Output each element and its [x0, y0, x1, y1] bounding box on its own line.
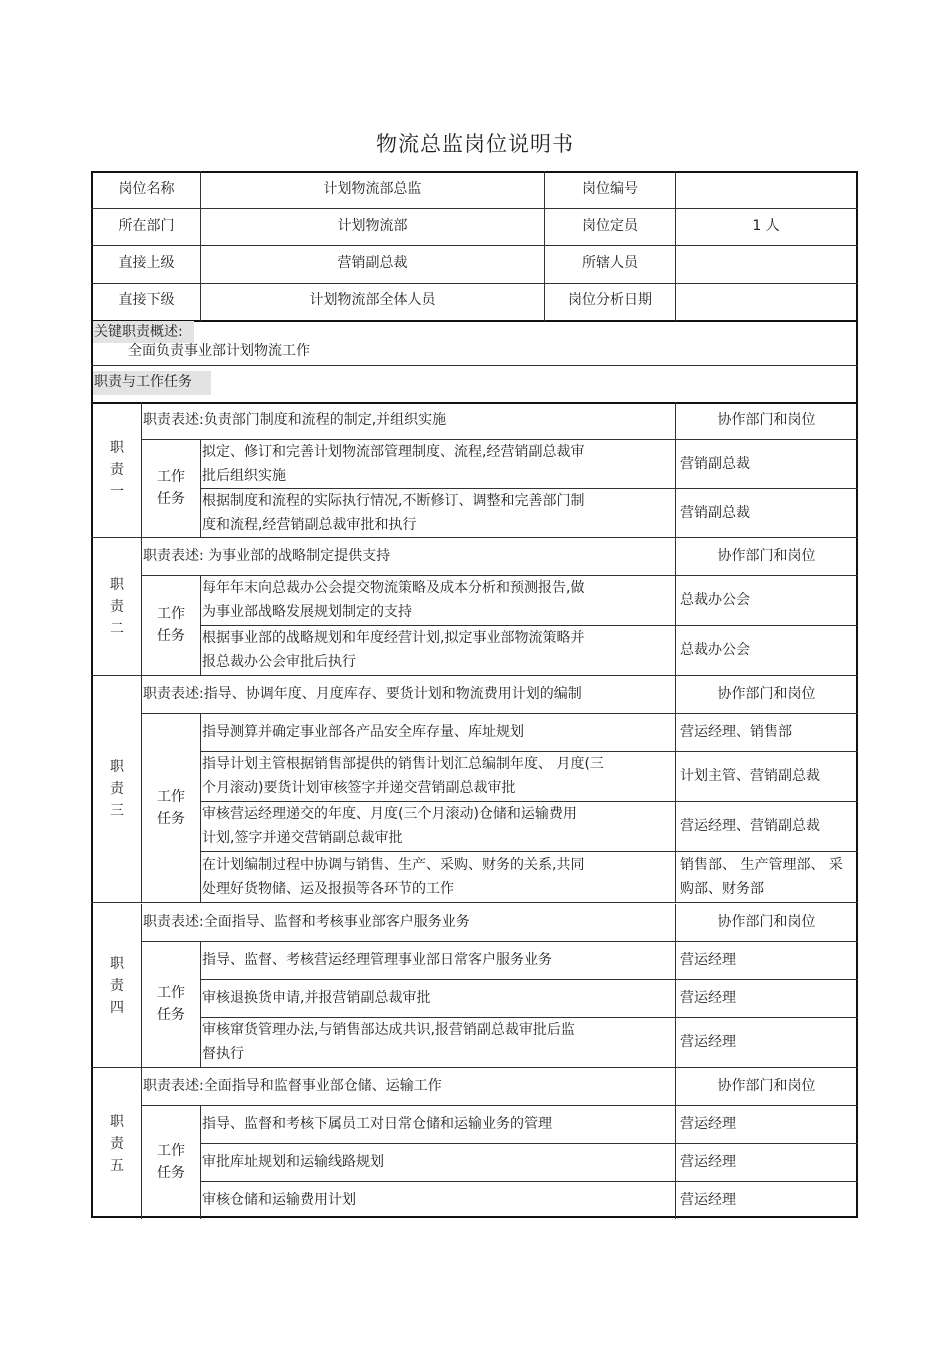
duty-description: 职责表述: 为事业部的战略制定提供支持 [143, 548, 391, 564]
row-divider [91, 365, 858, 366]
task-collaborator: 营运经理、销售部 [680, 724, 792, 740]
summary-text: 全面负责事业部计划物流工作 [128, 343, 310, 359]
duty-description: 职责表述:全面指导、监督和考核事业部客户服务业务 [143, 914, 470, 930]
work-tasks-label: 工作 任务 [157, 788, 185, 827]
row-divider [200, 979, 858, 980]
work-tasks-label: 工作 任务 [157, 1143, 185, 1181]
value-headcount: 1 人 [752, 218, 780, 234]
duties-header: 职责与工作任务 [93, 371, 211, 395]
task-text: 审核营运经理递交的年度、月度(三个月滚动)仓储和运输费用 计划,签字并递交营销副总裁审批 [202, 806, 577, 846]
work-tasks-label: 工作 任务 [157, 469, 185, 507]
work-tasks-label: 工作 任务 [157, 985, 185, 1023]
label-department: 所在部门 [118, 218, 175, 234]
task-collaborator: 总裁办公会 [680, 642, 750, 658]
col-divider [675, 171, 676, 321]
value-department: 计划物流部 [337, 218, 408, 234]
collab-header: 协作部门和岗位 [717, 412, 816, 428]
row-divider [91, 283, 858, 284]
task-text: 指导测算并确定事业部各产品安全库存量、库址规划 [202, 724, 524, 740]
label-direct-superior: 直接上级 [118, 255, 175, 271]
task-text: 根据事业部的战略规划和年度经营计划,拟定事业部物流策略并 报总裁办公会审批后执行 [202, 630, 585, 670]
task-text: 指导计划主管根据销售部提供的销售计划汇总编制年度、 月度(三 个月滚动)要货计划审核签字并递交营销副总裁审批 [202, 756, 604, 796]
collab-header: 协作部门和岗位 [717, 548, 816, 564]
task-text: 审核窜货管理办法,与销售部达成共识,报营销副总裁审批后监 督执行 [202, 1022, 575, 1062]
row-divider [200, 1181, 858, 1182]
task-collaborator: 营运经理 [680, 1116, 736, 1132]
collab-header: 协作部门和岗位 [717, 686, 816, 702]
task-collaborator: 营运经理 [680, 952, 736, 968]
duty-description: 职责表述:全面指导和监督事业部仓储、运输工作 [143, 1078, 442, 1094]
duty-description: 职责表述:负责部门制度和流程的制定,并组织实施 [143, 412, 447, 428]
page-title: 物流总监岗位说明书 [376, 132, 574, 156]
task-text: 审核退换货申请,并报营销副总裁审批 [202, 990, 431, 1006]
row-divider [91, 320, 858, 322]
section-divider [91, 1067, 858, 1068]
collab-header: 协作部门和岗位 [717, 1078, 816, 1094]
task-collaborator: 营销副总裁 [680, 504, 750, 521]
duty-name: 职 责 一 [110, 439, 124, 500]
task-text: 指导、监督和考核下属员工对日常仓储和运输业务的管理 [202, 1116, 552, 1132]
duty-name: 职 责 四 [110, 955, 124, 1016]
row-divider [141, 1105, 858, 1106]
task-text: 在计划编制过程中协调与销售、生产、采购、财务的关系,共同 处理好货物储、运及报损等各环节的工作 [202, 856, 585, 897]
value-direct-report: 计划物流部全体人员 [309, 292, 436, 308]
value-direct-superior: 营销副总裁 [337, 255, 408, 271]
row-divider [141, 713, 858, 714]
row-divider [91, 402, 858, 404]
task-text: 指导、监督、考核营运经理管理事业部日常客户服务业务 [202, 952, 552, 968]
task-collaborator: 营运经理、营销副总裁 [680, 818, 820, 834]
label-direct-report: 直接下级 [118, 292, 175, 308]
task-collaborator: 营运经理 [680, 1154, 736, 1170]
duty-description: 职责表述:指导、协调年度、月度库存、要货计划和物流费用计划的编制 [143, 686, 582, 702]
task-text: 每年年末向总裁办公会提交物流策略及成本分析和预测报告,做 为事业部战略发展规划制定的支持 [202, 580, 585, 620]
task-collaborator: 总裁办公会 [680, 592, 750, 608]
duty-name: 职 责 三 [110, 759, 124, 819]
task-collaborator: 销售部、 生产管理部、 采 购部、财务部 [680, 856, 843, 897]
section-divider [91, 537, 858, 538]
row-divider [200, 1143, 858, 1144]
collab-header: 协作部门和岗位 [717, 914, 816, 930]
col-divider [200, 941, 201, 1067]
work-tasks-label: 工作 任务 [157, 606, 185, 644]
col-divider [200, 1105, 201, 1219]
section-divider [91, 902, 858, 903]
duty-name: 职 责 五 [110, 1113, 124, 1174]
duty-name: 职 责 二 [110, 576, 124, 637]
label-position-code: 岗位编号 [582, 181, 638, 197]
col-divider [200, 713, 201, 902]
value-position-name: 计划物流部总监 [323, 181, 422, 197]
label-headcount: 岗位定员 [582, 218, 638, 234]
task-collaborator: 营运经理 [680, 1034, 736, 1050]
task-text: 拟定、修订和完善计划物流部管理制度、流程,经营销副总裁审 批后组织实施 [202, 443, 585, 484]
label-analysis-date: 岗位分析日期 [568, 292, 652, 308]
task-collaborator: 营运经理 [680, 1192, 736, 1208]
col-divider [675, 676, 676, 902]
task-collaborator: 营销副总裁 [680, 455, 750, 472]
label-subordinates: 所辖人员 [582, 255, 638, 271]
task-text: 审批库址规划和运输线路规划 [202, 1154, 384, 1170]
task-collaborator: 营运经理 [680, 990, 736, 1006]
task-collaborator: 计划主管、营销副总裁 [680, 768, 820, 784]
section-divider [91, 675, 858, 676]
task-text: 审核仓储和运输费用计划 [202, 1192, 356, 1208]
label-position-name: 岗位名称 [118, 181, 175, 197]
row-divider [141, 941, 858, 942]
row-divider [91, 245, 858, 246]
row-divider [91, 208, 858, 209]
task-text: 根据制度和流程的实际执行情况,不断修订、调整和完善部门制 度和流程,经营销副总裁审批和执行 [202, 492, 585, 533]
summary-label: 关键职责概述: [93, 321, 194, 343]
